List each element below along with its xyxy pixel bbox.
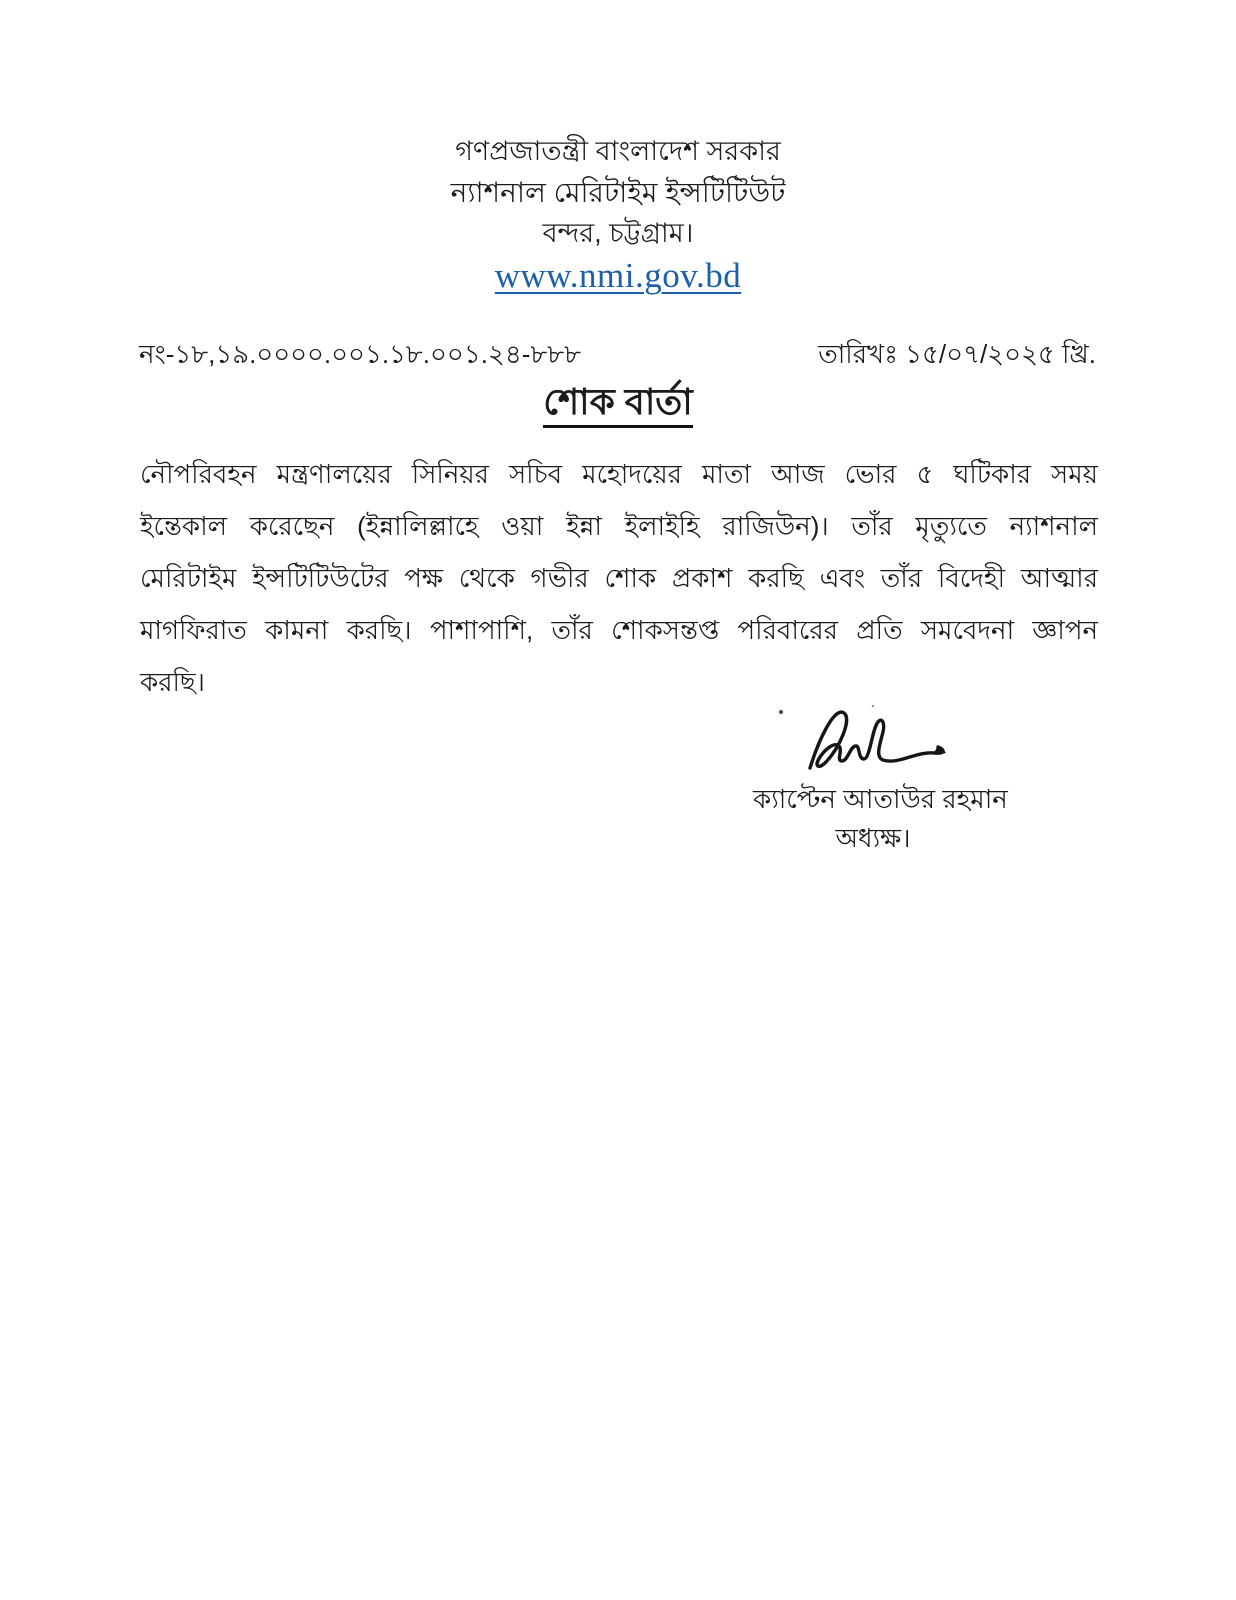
signatory-name: ক্যাপ্টেন আতাউর রহমান xyxy=(753,784,1008,814)
condolence-body-paragraph: নৌপরিবহন মন্ত্রণালয়ের সিনিয়র সচিব মহোদয়ের মাতা আজ ভোর ৫ ঘটিকার সময় ইন্তেকাল করেছেন (ইন্নালিল্লাহে ওয়া ইন্না ইলাইহি রাজিউন)। তাঁর মৃত্যুতে ন্যাশনাল মেরিটাইম ইন্সটিটিউটের পক্ষ থেকে গভীর শোক প্রকাশ করছি এবং তাঁর বিদেহী আত্মার মাগফিরাত কামনা করছি। পাশাপাশি, তাঁর শোকসন্তপ্ত পরিবারের প্রতি সমবেদনা জ্ঞাপন করছি। xyxy=(140,459,1098,697)
document-title-wrap xyxy=(0,382,1236,428)
signatory-designation: অধ্যক্ষ। xyxy=(835,823,911,853)
website-link[interactable]: www.nmi.gov.bd xyxy=(494,256,742,295)
handwritten-signature-icon xyxy=(798,700,948,780)
institute-address: বন্দর, চট্টগ্রাম। xyxy=(542,218,694,248)
document-date: তারিখঃ ১৫/০৭/২০২৫ খ্রি. xyxy=(818,339,1096,369)
institute-name: ন্যাশনাল মেরিটাইম ইন্সটিটিউট xyxy=(450,177,786,208)
website-line xyxy=(0,256,1236,296)
document-title: শোক বার্তা xyxy=(543,382,692,428)
government-name: গণপ্রজাতন্ত্রী বাংলাদেশ সরকার xyxy=(455,136,781,166)
reference-row xyxy=(139,334,1096,378)
letterhead xyxy=(0,138,1236,296)
memo-number: নং-১৮,১৯.০০০০.০০১.১৮.০০১.২৪-৮৮৮ xyxy=(139,339,581,369)
signature-block xyxy=(753,700,1008,853)
